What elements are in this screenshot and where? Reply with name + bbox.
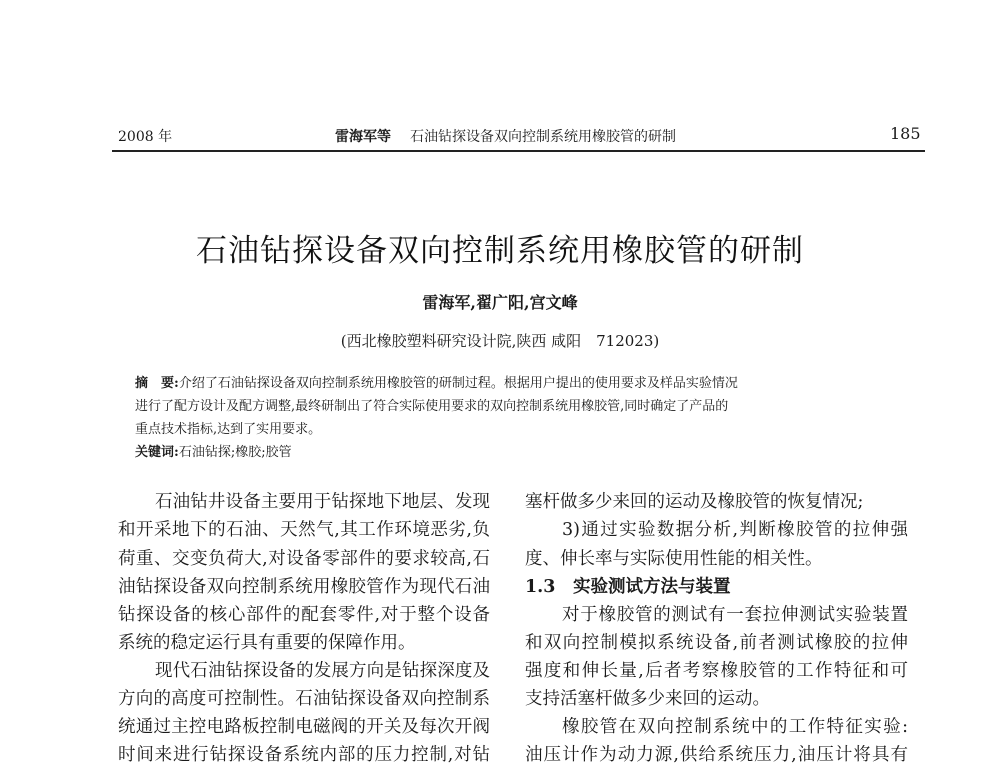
affiliation: (西北橡胶塑料研究设计院,陕西 咸阳 712023) xyxy=(340,332,660,350)
header-rule xyxy=(112,150,925,152)
header-running-title: 石油钻探设备双向控制系统用橡胶管的研制 xyxy=(410,129,676,145)
body-line: 油钻探设备双向控制系统用橡胶管作为现代石油 xyxy=(118,577,490,597)
body-line: 方向的高度可控制性。石油钻探设备双向控制系 xyxy=(118,689,490,709)
body-line: 塞杆做多少来回的运动及橡胶管的恢复情况; xyxy=(525,492,864,512)
page-number: 185 xyxy=(890,124,921,143)
section-heading: 1.3 实验测试方法与装置 xyxy=(525,577,731,597)
body-line: 钻探设备的核心部件的配套零件,对于整个设备 xyxy=(118,605,490,625)
header-year: 2008 年 xyxy=(118,129,173,145)
keywords-line xyxy=(135,441,292,460)
body-line: 和双向控制模拟系统设备,前者测试橡胶的拉伸 xyxy=(525,633,908,653)
body-line: 油压计作为动力源,供给系统压力,油压计将具有 xyxy=(525,745,908,765)
body-line: 支持活塞杆做多少来回的运动。 xyxy=(525,689,770,709)
body-line: 对于橡胶管的测试有一套拉伸测试实验装置 xyxy=(562,605,908,625)
body-line: 石油钻井设备主要用于钻探地下地层、发现 xyxy=(155,492,490,512)
body-line: 和开采地下的石油、天然气,其工作环境恶劣,负 xyxy=(118,520,490,540)
body-line: 3)通过实验数据分析,判断橡胶管的拉伸强 xyxy=(562,520,908,540)
abstract-label: 摘 要: xyxy=(135,376,179,391)
body-line: 时间来进行钻探设备系统内部的压力控制,对钻 xyxy=(118,745,490,765)
paper-title: 石油钻探设备双向控制系统用橡胶管的研制 xyxy=(196,233,804,269)
body-line: 统通过主控电路板控制电磁阀的开关及每次开阀 xyxy=(118,717,490,737)
body-line: 系统的稳定运行具有重要的保障作用。 xyxy=(118,633,416,653)
body-line: 现代石油钻探设备的发展方向是钻探深度及 xyxy=(155,661,490,681)
author-list: 雷海军,翟广阳,宫文峰 xyxy=(422,293,578,312)
body-line: 度、伸长率与实际使用性能的相关性。 xyxy=(525,549,823,569)
keywords: 石油钻探;橡胶;胶管 xyxy=(178,445,292,460)
keywords-label: 关键词: xyxy=(135,445,179,460)
header-authors: 雷海军等 xyxy=(335,129,391,145)
abstract-line: 重点技术指标,达到了实用要求。 xyxy=(135,422,322,437)
body-line: 强度和伸长量,后者考察橡胶管的工作特征和可 xyxy=(525,661,908,681)
abstract-line: 摘 要:介绍了石油钻探设备双向控制系统用橡胶管的研制过程。根据用户提出的使用要求及样品实验情况 xyxy=(135,376,738,391)
body-line: 橡胶管在双向控制系统中的工作特征实验: xyxy=(562,717,908,737)
body-line: 荷重、交变负荷大,对设备零部件的要求较高,石 xyxy=(118,549,490,569)
abstract-line: 进行了配方设计及配方调整,最终研制出了符合实际使用要求的双向控制系统用橡胶管,同时确定了产品的 xyxy=(135,399,729,414)
